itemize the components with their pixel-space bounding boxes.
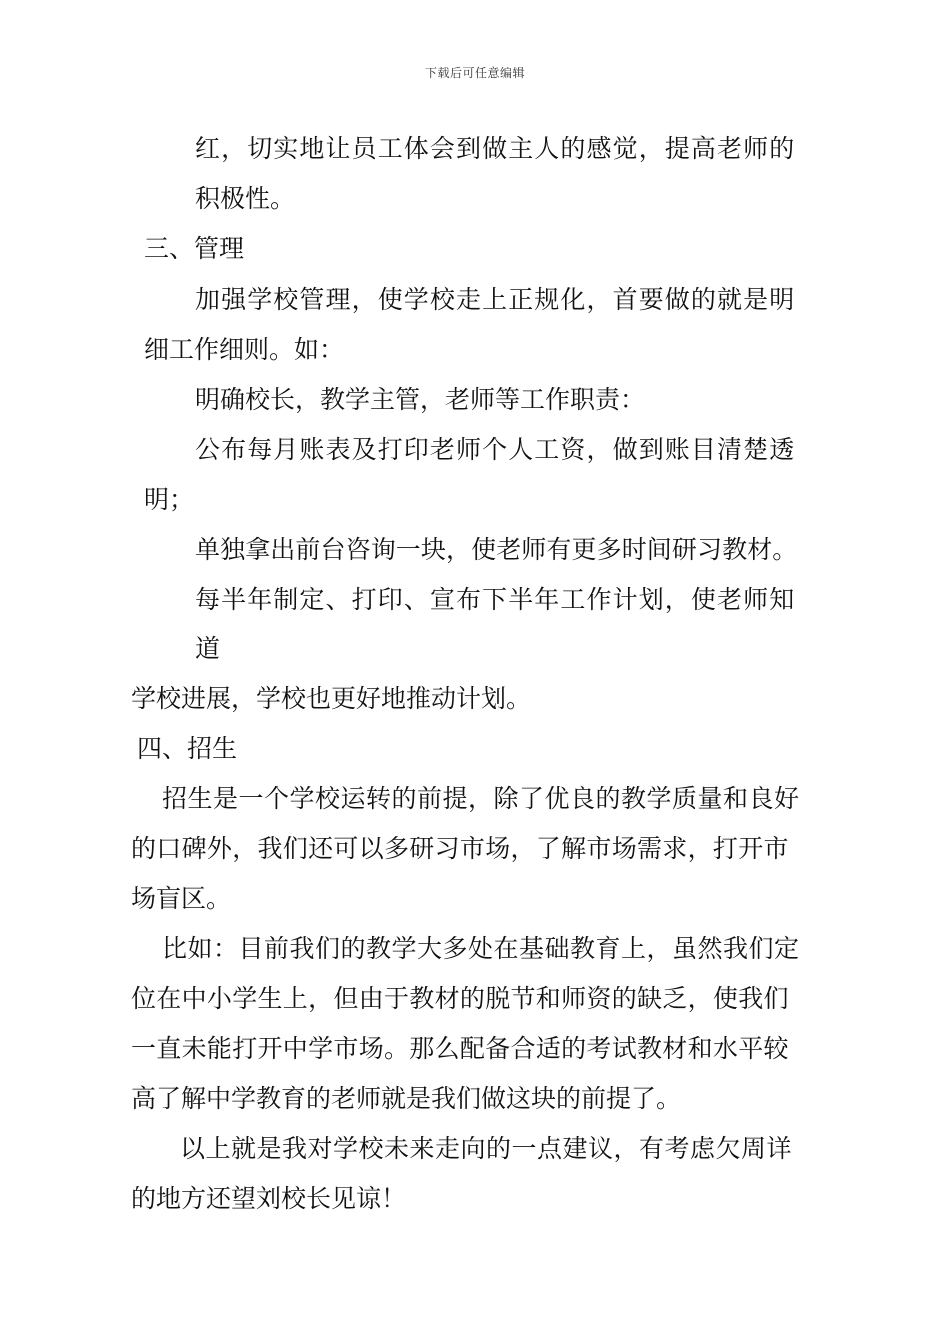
text-line: 细工作细则。如： xyxy=(144,335,345,364)
text-line: 明确校长，教学主管，老师等工作职责： xyxy=(195,385,646,414)
section-heading: 四、招生 xyxy=(137,734,238,763)
text-line: 以上就是我对学校未来走向的一点建议，有考虑欠周详 xyxy=(180,1134,793,1163)
text-line: 的地方还望刘校长见谅！ xyxy=(131,1184,407,1213)
section-heading: 三、管理 xyxy=(144,234,245,263)
text-line: 积极性。 xyxy=(195,184,296,213)
page-header: 下载后可任意编辑 xyxy=(424,66,525,80)
text-line: 的口碑外，我们还可以多研习市场，了解市场需求，打开市 xyxy=(131,834,789,863)
text-line: 红，切实地让员工体会到做主人的感觉，提高老师的 xyxy=(195,134,796,163)
text-line: 场盲区。 xyxy=(131,884,232,913)
text-line: 明； xyxy=(144,485,195,514)
text-line: 比如：目前我们的教学大多处在基础教育上，虽然我们定 xyxy=(162,934,800,963)
text-line: 高了解中学教育的老师就是我们做这块的前提了。 xyxy=(131,1084,682,1113)
text-line: 公布每月账表及打印老师个人工资，做到账目清楚透 xyxy=(195,435,796,464)
text-line: 加强学校管理，使学校走上正规化，首要做的就是明 xyxy=(195,285,796,314)
text-line: 道 xyxy=(195,634,221,663)
text-line: 位在中小学生上，但由于教材的脱节和师资的缺乏，使我们 xyxy=(131,984,789,1013)
text-line: 招生是一个学校运转的前提，除了优良的教学质量和良好 xyxy=(162,784,800,813)
text-line: 学校进展，学校也更好地推动计划。 xyxy=(131,684,532,713)
text-line: 每半年制定、打印、宣布下半年工作计划，使老师知 xyxy=(195,585,796,614)
text-line: 单独拿出前台咨询一块，使老师有更多时间研习教材。 xyxy=(195,535,798,564)
text-line: 一直未能打开中学市场。那么配备合适的考试教材和水平较 xyxy=(131,1034,789,1063)
